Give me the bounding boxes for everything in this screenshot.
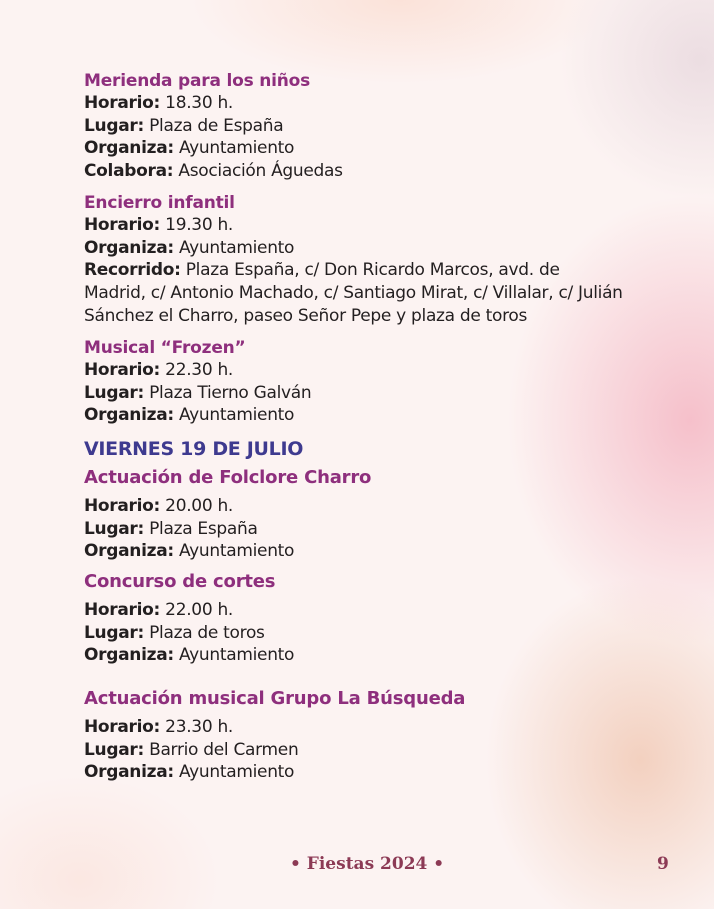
- event-encierro: [84, 192, 624, 328]
- event-cortes: [84, 571, 644, 667]
- event-la-busqueda: [84, 688, 644, 784]
- event-route: Recorrido: Plaza España, c/ Don Ricardo Marcos, avd. de Madrid, c/ Antonio Machado, c/ Santiago Mirat, c/ Villalar, c/ Julián Sánchez el Charro, paseo Señor Pepe y plaza de toros: [84, 260, 623, 326]
- page-number: 9: [657, 854, 669, 874]
- event-detail: Organiza: Ayuntamiento: [84, 541, 295, 562]
- event-title: Actuación musical Grupo La Búsqueda: [84, 688, 466, 709]
- event-title: Actuación de Folclore Charro: [84, 467, 372, 488]
- event-title: Encierro infantil: [84, 193, 235, 213]
- event-detail: Horario: 22.00 h.: [84, 600, 234, 620]
- event-detail: Horario: 19.30 h.: [84, 215, 234, 235]
- event-detail: Horario: 20.00 h.: [84, 496, 234, 516]
- event-detail: Lugar: Barrio del Carmen: [84, 739, 299, 760]
- event-detail: Organiza: Ayuntamiento: [84, 645, 295, 666]
- event-detail: Lugar: Plaza España: [84, 518, 258, 539]
- day-heading: VIERNES 19 DE JULIO: [84, 438, 304, 460]
- event-detail: Lugar: Plaza de España: [84, 115, 284, 136]
- event-detail: Lugar: Plaza de toros: [84, 622, 265, 643]
- event-detail: Organiza: Ayuntamiento: [84, 138, 295, 159]
- event-title: Concurso de cortes: [84, 571, 276, 592]
- event-detail: Organiza: Ayuntamiento: [84, 405, 295, 426]
- event-folclore: [84, 467, 644, 563]
- event-detail: Colabora: Asociación Águedas: [84, 161, 343, 182]
- event-title: Merienda para los niños: [84, 71, 311, 91]
- footer-title: • Fiestas 2024 •: [290, 854, 445, 874]
- event-frozen: [84, 337, 644, 427]
- event-detail: Organiza: Ayuntamiento: [84, 237, 295, 258]
- event-title: Musical “Frozen”: [84, 338, 246, 358]
- event-detail: Horario: 22.30 h.: [84, 360, 234, 380]
- event-detail: Organiza: Ayuntamiento: [84, 762, 295, 783]
- event-detail: Lugar: Plaza Tierno Galván: [84, 382, 312, 403]
- event-detail: Horario: 23.30 h.: [84, 717, 234, 737]
- event-detail: Horario: 18.30 h.: [84, 93, 234, 113]
- event-merienda: [84, 70, 644, 183]
